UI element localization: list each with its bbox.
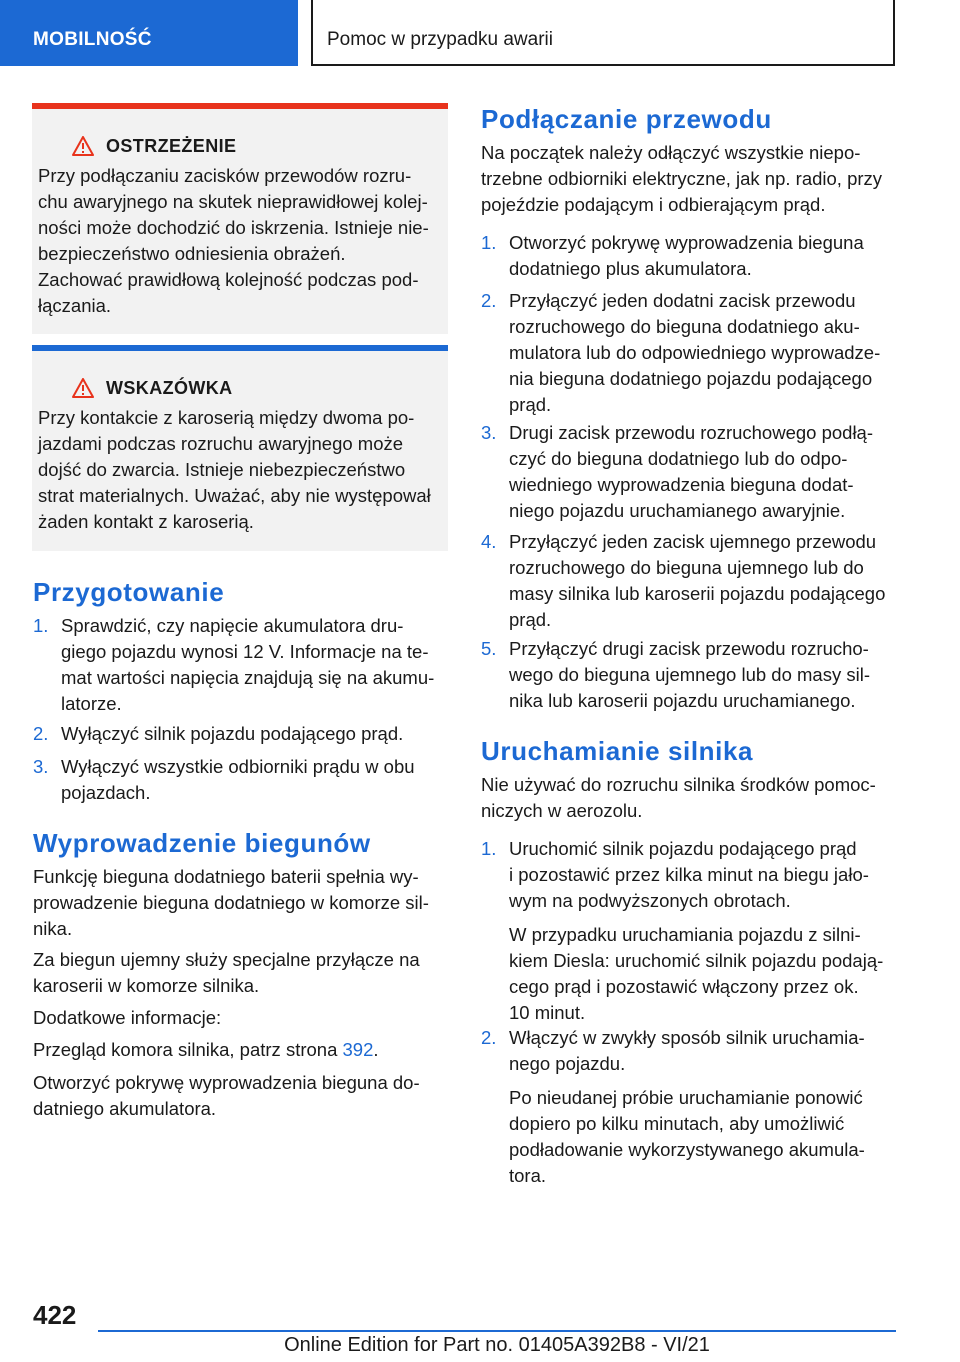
step-line: i pozostawić przez kilka minut na biegu jało- xyxy=(509,864,869,885)
warning-line: bezpieczeństwo odniesienia obrażeń. xyxy=(38,243,346,264)
step-line: 10 minut. xyxy=(509,1002,586,1023)
heading-przygotowanie: Przygotowanie xyxy=(33,577,225,607)
text-line: Za biegun ujemny służy specjalne przyłącze na xyxy=(33,949,420,970)
step-line: Uruchomić silnik pojazdu podającego prąd xyxy=(509,838,857,859)
list-item xyxy=(33,613,448,717)
step-text xyxy=(481,288,895,418)
warning-title xyxy=(72,134,442,158)
step-text xyxy=(481,636,895,714)
list-item xyxy=(481,636,895,714)
step-line: giego pojazdu wynosi 12 V. Informacje na te- xyxy=(61,641,429,662)
paragraph: Dodatkowe informacje: xyxy=(33,1007,222,1028)
note-box xyxy=(32,345,448,551)
step-line: pojazdach. xyxy=(61,782,151,803)
step-line: masy silnika lub karoserii pojazdu podającego xyxy=(509,583,886,604)
step-number: 1. xyxy=(481,232,497,253)
step-number: 2. xyxy=(481,1027,497,1048)
text-line: Przegląd komora silnika, patrz strona xyxy=(33,1039,343,1060)
step-line: wym na podwyższonych obrotach. xyxy=(509,890,791,911)
warning-title-text: OSTRZEŻENIE xyxy=(106,135,237,156)
step-line: Przyłączyć jeden dodatni zacisk przewodu xyxy=(509,290,856,311)
text-line: Otworzyć pokrywę wyprowadzenia bieguna do- xyxy=(33,1072,420,1093)
section-title: Pomoc w przypadku awarii xyxy=(311,0,895,66)
text-line: datniego akumulatora. xyxy=(33,1098,217,1119)
step-text xyxy=(33,721,448,747)
page-number: 422 xyxy=(33,1300,77,1330)
step-line: dopiero po kilku minutach, aby umożliwić xyxy=(509,1113,845,1134)
chapter-tab: MOBILNOŚĆ xyxy=(0,0,298,66)
spacer xyxy=(509,914,895,922)
list-item xyxy=(481,1025,895,1189)
step-line: cego prąd i pozostawić włączony przez ok. xyxy=(509,976,859,997)
step-number: 2. xyxy=(481,290,497,311)
text-line: prowadzenie bieguna dodatniego w komorze sil- xyxy=(33,892,429,913)
step-number: 1. xyxy=(481,838,497,859)
note-line: żaden kontakt z karoserią. xyxy=(38,511,254,532)
step-number: 3. xyxy=(33,756,49,777)
step-line: wego do bieguna ujemnego lub do masy sil- xyxy=(509,664,870,685)
step-number: 1. xyxy=(33,615,49,636)
warning-line: ności może dochodzić do iskrzenia. Istnieje nie- xyxy=(38,217,429,238)
heading-podlaczanie: Podłączanie przewodu xyxy=(481,104,772,134)
note-text xyxy=(38,405,442,535)
note-line: strat materialnych. Uważać, aby nie występował xyxy=(38,485,431,506)
step-line: niego pojazdu uruchamianego awaryjnie. xyxy=(509,500,846,521)
list-item xyxy=(33,754,448,806)
list-item xyxy=(481,288,895,418)
warning-line: Zachować prawidłową kolejność podczas pod- xyxy=(38,269,419,290)
note-line: jazdami podczas rozruchu awaryjnego może xyxy=(38,433,404,454)
note-line: dojść do zwarcia. Istnieje niebezpieczeństwo xyxy=(38,459,406,480)
step-number: 3. xyxy=(481,422,497,443)
paragraph xyxy=(33,947,448,999)
heading-wyprowadzenie: Wyprowadzenie biegunów xyxy=(33,828,371,858)
step-number: 2. xyxy=(33,723,49,744)
step-text xyxy=(481,1025,895,1189)
step-line: mat wartości napięcia znajdują się na akumu- xyxy=(61,667,435,688)
footer-edition: Online Edition for Part no. 01405A392B8 - VI/21 xyxy=(284,1334,710,1356)
list-item xyxy=(481,529,895,633)
warning-icon xyxy=(72,136,94,156)
step-text xyxy=(481,420,895,524)
step-line: Wyłączyć silnik pojazdu podającego prąd. xyxy=(61,723,404,744)
paragraph xyxy=(33,1037,448,1063)
step-line: Włączyć w zwykły sposób silnik uruchamia- xyxy=(509,1027,865,1048)
heading-uruchamianie: Uruchamianie silnika xyxy=(481,736,754,766)
list-item xyxy=(33,721,448,747)
step-line: rozruchowego do bieguna ujemnego lub do xyxy=(509,557,864,578)
warning-text xyxy=(38,163,442,319)
step-line: W przypadku uruchamiania pojazdu z silni- xyxy=(509,924,861,945)
note-title xyxy=(72,376,442,400)
step-text xyxy=(481,836,895,1026)
step-line: Przyłączyć jeden zacisk ujemnego przewodu xyxy=(509,531,877,552)
step-line: Drugi zacisk przewodu rozruchowego podłą- xyxy=(509,422,874,443)
step-line: Otworzyć pokrywę wyprowadzenia bieguna xyxy=(509,232,864,253)
step-number: 4. xyxy=(481,531,497,552)
note-line: Przy kontakcie z karoserią między dwoma po- xyxy=(38,407,415,428)
step-line: latorze. xyxy=(61,693,122,714)
step-line: dodatniego plus akumulatora. xyxy=(509,258,752,279)
text-line: Nie używać do rozruchu silnika środków pomoc- xyxy=(481,774,876,795)
step-line: podładowanie wykorzystywanego akumula- xyxy=(509,1139,865,1160)
step-text xyxy=(33,613,448,717)
warning-icon xyxy=(72,378,94,398)
paragraph xyxy=(33,864,448,942)
step-number: 5. xyxy=(481,638,497,659)
step-text xyxy=(33,754,448,806)
text-line: Funkcję bieguna dodatniego baterii spełnia wy- xyxy=(33,866,419,887)
list-item xyxy=(481,420,895,524)
step-line: nego pojazdu. xyxy=(509,1053,626,1074)
step-text xyxy=(481,230,895,282)
text-line: Na początek należy odłączyć wszystkie niepo- xyxy=(481,142,861,163)
text-line: nika. xyxy=(33,918,73,939)
step-line: Po nieudanej próbie uruchamianie ponowić xyxy=(509,1087,863,1108)
step-line: prąd. xyxy=(509,609,552,630)
page-link[interactable]: 392 xyxy=(342,1039,374,1060)
step-line: czyć do bieguna dodatniego lub do odpo- xyxy=(509,448,848,469)
step-line: kiem Diesla: uruchomić silnik pojazdu podają- xyxy=(509,950,884,971)
step-line: rozruchowego do bieguna dodatniego aku- xyxy=(509,316,860,337)
step-line: nia bieguna dodatniego pojazdu podającego xyxy=(509,368,873,389)
text-line: karoserii w komorze silnika. xyxy=(33,975,260,996)
paragraph xyxy=(481,772,895,824)
warning-line: chu awaryjnego na skutek nieprawidłowej kolej- xyxy=(38,191,428,212)
text-line: trzebne odbiorniki elektryczne, jak np. radio, przy xyxy=(481,168,883,189)
step-line: Przyłączyć drugi zacisk przewodu rozrucho- xyxy=(509,638,869,659)
warning-line: łączania. xyxy=(38,295,112,316)
paragraph xyxy=(33,1070,448,1122)
text-line: . xyxy=(373,1039,379,1060)
spacer xyxy=(509,1077,895,1085)
text-line: pojeździe podającym i odbierającym prąd. xyxy=(481,194,826,215)
note-title-text: WSKAZÓWKA xyxy=(106,377,233,398)
step-text xyxy=(481,529,895,633)
page-header xyxy=(0,0,960,66)
step-line: nika lub karoserii pojazdu uruchamianego. xyxy=(509,690,856,711)
list-item xyxy=(481,836,895,1026)
text-line: niczych w aerozolu. xyxy=(481,800,643,821)
step-line: prąd. xyxy=(509,394,552,415)
paragraph xyxy=(481,140,895,218)
step-line: wiedniego wyprowadzenia bieguna dodat- xyxy=(509,474,854,495)
footer-divider xyxy=(98,1330,896,1332)
step-line: Sprawdzić, czy napięcie akumulatora dru- xyxy=(61,615,404,636)
list-item xyxy=(481,230,895,282)
warning-line: Przy podłączaniu zacisków przewodów rozru- xyxy=(38,165,412,186)
step-line: Wyłączyć wszystkie odbiorniki prądu w obu xyxy=(61,756,415,777)
step-line: mulatora lub do odpowiedniego wyprowadze- xyxy=(509,342,881,363)
warning-box xyxy=(32,103,448,334)
step-line: tora. xyxy=(509,1165,547,1186)
